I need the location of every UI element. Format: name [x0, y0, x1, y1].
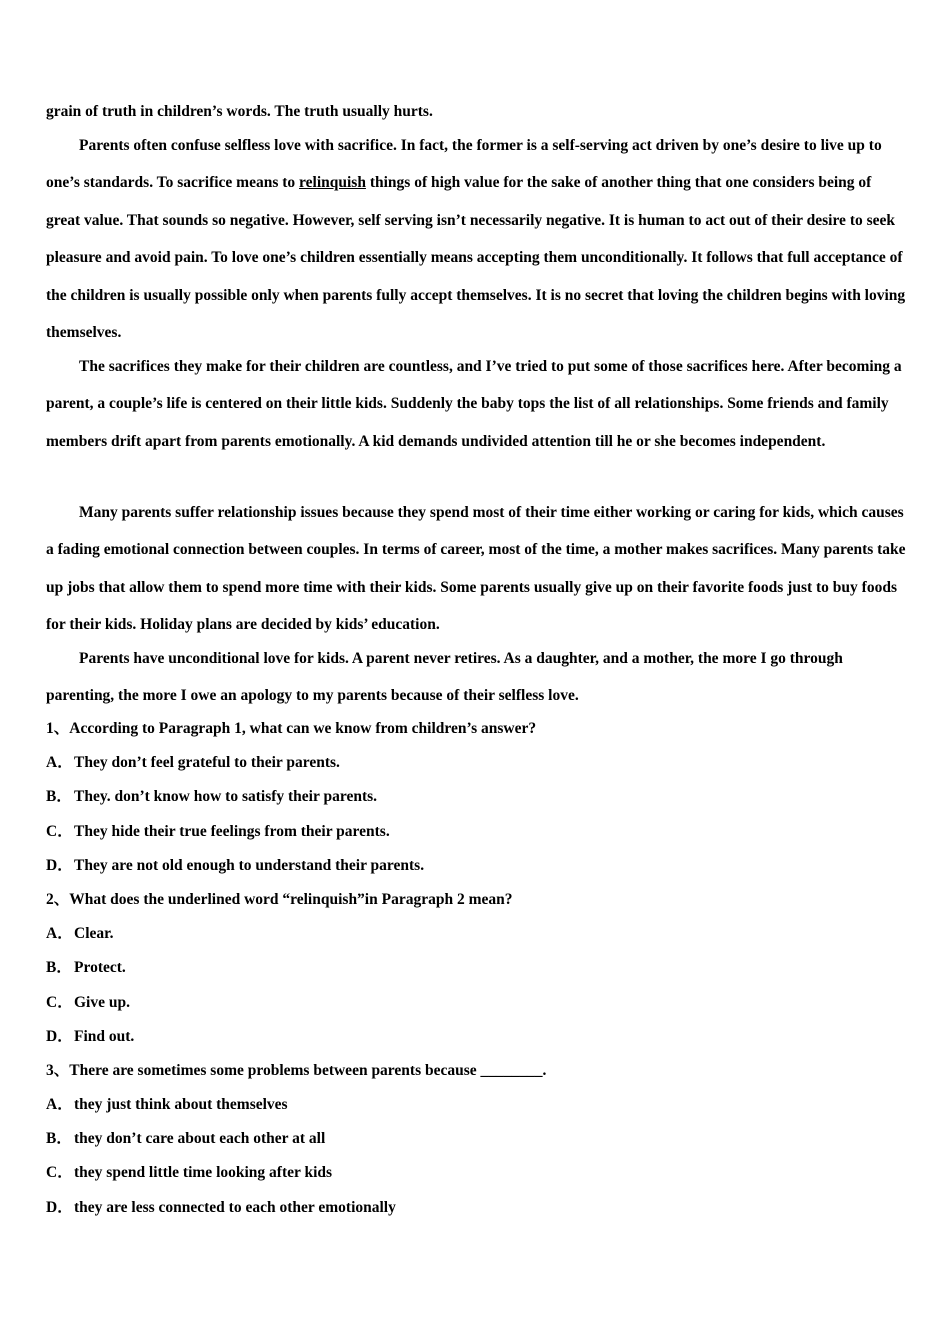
paragraph-3: The sacrifices they make for their children are countless, and I’ve tried to put some of those sacrifices here. After becoming a parent, a couple’s life is centered on their little kids. Suddenly the baby tops the list of all relationships. Some friends and family members drift apart from parents emotionally. A kid demands undivided attention till he or she becomes independent.	[46, 358, 902, 450]
question-2-option-b	[46, 951, 908, 985]
option-letter: B．	[46, 1130, 72, 1148]
option-letter: C．	[46, 822, 73, 840]
option-letter: C．	[46, 993, 73, 1011]
option-letter: D．	[46, 856, 73, 874]
option-text: Protect.	[74, 959, 126, 977]
paragraph-5: Parents have unconditional love for kids. A parent never retires. As a daughter, and a mother, the more I go through parenting, the more I owe an apology to my parents because of their selfless love.	[46, 650, 843, 705]
question-3-option-a	[46, 1088, 908, 1122]
option-text: Clear.	[74, 925, 114, 943]
question-2-option-a	[46, 917, 908, 951]
option-letter: A．	[46, 925, 73, 943]
option-text: they just think about themselves	[74, 1096, 288, 1114]
passage-continuation-line: grain of truth in children’s words. The truth usually hurts.	[46, 103, 433, 120]
option-letter: A．	[46, 1096, 73, 1114]
question-1-option-c	[46, 815, 908, 849]
option-text: they are less connected to each other emotionally	[74, 1198, 396, 1216]
question-1-option-a	[46, 746, 908, 780]
paragraph-4: Many parents suffer relationship issues because they spend most of their time either working or caring for kids, which causes a fading emotional connection between couples. In terms of career, most of the time, a mother makes sacrifices. Many parents take up jobs that allow them to spend more time with their kids. Some parents usually give up on their favorite foods just to buy foods for their kids. Holiday plans are decided by kids’ education.	[46, 504, 906, 634]
option-text: they don’t care about each other at all	[74, 1130, 326, 1148]
question-3-option-c	[46, 1156, 908, 1190]
option-letter: A．	[46, 754, 73, 772]
question-2-stem: 2、What does the underlined word “relinquish”in Paragraph 2 mean?	[46, 890, 513, 908]
option-text: They don’t feel grateful to their parents.	[74, 754, 340, 772]
underlined-word: relinquish	[299, 174, 366, 192]
paragraph-2-text-after: things of high value for the sake of another thing that one considers being of great value. That sounds so negative. However, self serving isn’t necessarily negative. It is human to act out of their desire to seek pleasure and avoid pain. To love one’s children essentially means accepting them unconditionally. It follows that full acceptance of the children is usually possible only when parents fully accept themselves. It is no secret that loving the children begins with loving themselves.	[46, 174, 906, 342]
paragraph-2	[46, 127, 908, 351]
option-text: Give up.	[74, 993, 130, 1011]
option-letter: D．	[46, 1027, 73, 1045]
option-text: Find out.	[74, 1027, 135, 1045]
option-letter: B．	[46, 788, 72, 806]
option-text: they spend little time looking after kids	[74, 1164, 333, 1182]
option-letter: D．	[46, 1198, 73, 1216]
question-1-option-d	[46, 849, 908, 883]
question-3-option-d	[46, 1191, 908, 1225]
question-1-option-b	[46, 780, 908, 814]
question-1-stem: 1、According to Paragraph 1, what can we know from children’s answer?	[46, 720, 537, 737]
option-text: They. don’t know how to satisfy their parents.	[74, 788, 378, 806]
question-2-option-d	[46, 1020, 908, 1054]
question-2-option-c	[46, 986, 908, 1020]
question-3-option-b	[46, 1122, 908, 1156]
option-text: They hide their true feelings from their parents.	[74, 822, 390, 840]
paragraph-2-text-before: Parents often confuse selfless love with sacrifice. In fact, the former is a self-serving act driven by one’s desire to live up to one’s standards. To sacrifice means to	[46, 137, 882, 192]
option-text: They are not old enough to understand their parents.	[74, 856, 425, 874]
question-3-stem: 3、There are sometimes some problems between parents because ________.	[46, 1061, 547, 1079]
option-letter: C．	[46, 1164, 73, 1182]
questions-section	[46, 712, 908, 1225]
option-letter: B．	[46, 959, 72, 977]
